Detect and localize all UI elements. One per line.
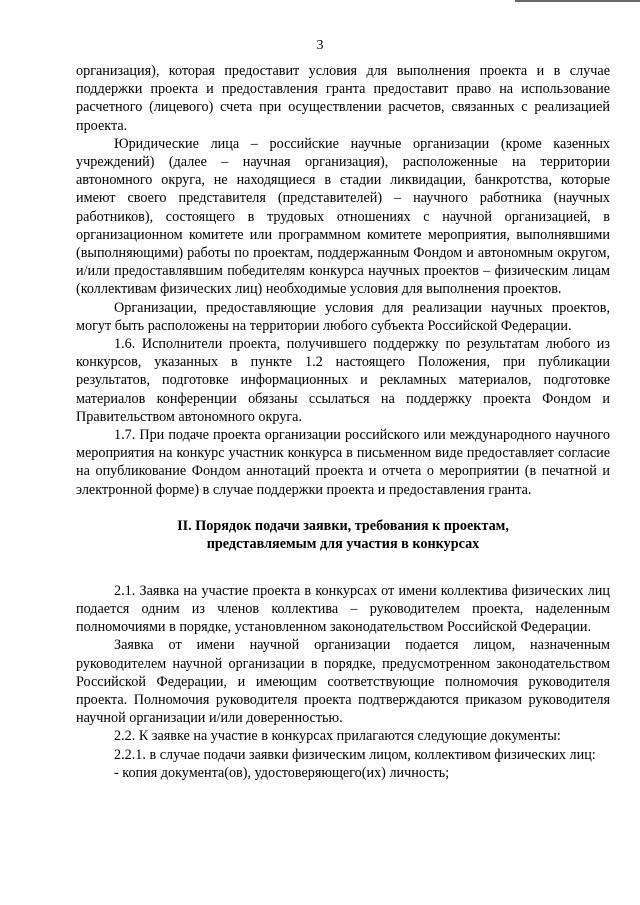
paragraph-1-7: 1.7. При подаче проекта организации российского или международного научного мероприятия на конкурс участник конкурса в письменном виде предоставляет согласие на опубликование Фондом аннотаций проекта и отчета о мероприятии (в печатной и электронной форме) в случае поддержки проекта и предоставления гранта. bbox=[76, 427, 610, 498]
paragraph-legal-entities: Юридические лица – российские научные организации (кроме казенных учреждений) (далее – научная организация), расположенные на территории автономного округа, не находящиеся в стадии ликвидации, банкротства, которые имеют своего представителя (представителей) – научного работника (научных работников), состоящего в трудовых отношениях с научной организацией, в организационном комитете или программном комитете мероприятия, выполнявшими (выполняющими) работы по проектам, поддержанным Фондом и автономным округом, и/или предоставлявшим победителям конкурса научных проектов – физическим лицам (коллективам физических лиц) необходимые условия для выполнения проектов. bbox=[76, 135, 610, 298]
paragraph-organizations: Организации, предоставляющие условия для реализации научных проектов, могут быть расположены на территории любого субъекта Российской Федерации. bbox=[76, 299, 610, 334]
document-body bbox=[76, 62, 610, 782]
paragraph-2-2: 2.2. К заявке на участие в конкурсах прилагаются следующие документы: bbox=[114, 728, 561, 745]
list-item-identity-copy: - копия документа(ов), удостоверяющего(их) личность; bbox=[114, 764, 450, 781]
page-number: 3 bbox=[316, 38, 324, 53]
paragraph-continuation: организация), которая предоставит условия для выполнения проекта и в случае поддержки проекта и предоставления гранта предоставит право на использование расчетного (лицевого) счета при осуществлении расчетов, связанных с реализацией проекта. bbox=[76, 63, 610, 134]
paragraph-2-1: 2.1. Заявка на участие проекта в конкурсах от имени коллектива физических лиц подается одним из членов коллектива – руководителем проекта, наделенным полномочиями в порядке, установленном законодательством Российской Федерации. bbox=[76, 582, 610, 636]
paragraph-1-6: 1.6. Исполнители проекта, получившего поддержку по результатам любого из конкурсов, указанных в пункте 1.2 настоящего Положения, при публикации результатов, подготовке информационных и рекламных материалов, подготовке материалов конференции обязаны ссылаться на поддержку проекта Фондом и Правительством автономного округа. bbox=[76, 336, 610, 425]
section-heading-line1: II. Порядок подачи заявки, требования к проектам, bbox=[177, 517, 509, 534]
section-heading bbox=[76, 517, 610, 554]
paragraph-2-2-1: 2.2.1. в случае подачи заявки физическим лицом, коллективом физических лиц: bbox=[114, 746, 596, 763]
top-edge-line bbox=[515, 0, 640, 2]
paragraph-application-organization: Заявка от имени научной организации подается лицом, назначенным руководителем научной организации в порядке, предусмотренном законодательством Российской Федерации, и имеющим соответствующие полномочия руководителя проекта. Полномочия руководителя проекта подтверждаются приказом руководителя научной организации и/или доверенностью. bbox=[76, 637, 610, 727]
section-heading-line2: представляемым для участия в конкурсах bbox=[206, 536, 480, 553]
